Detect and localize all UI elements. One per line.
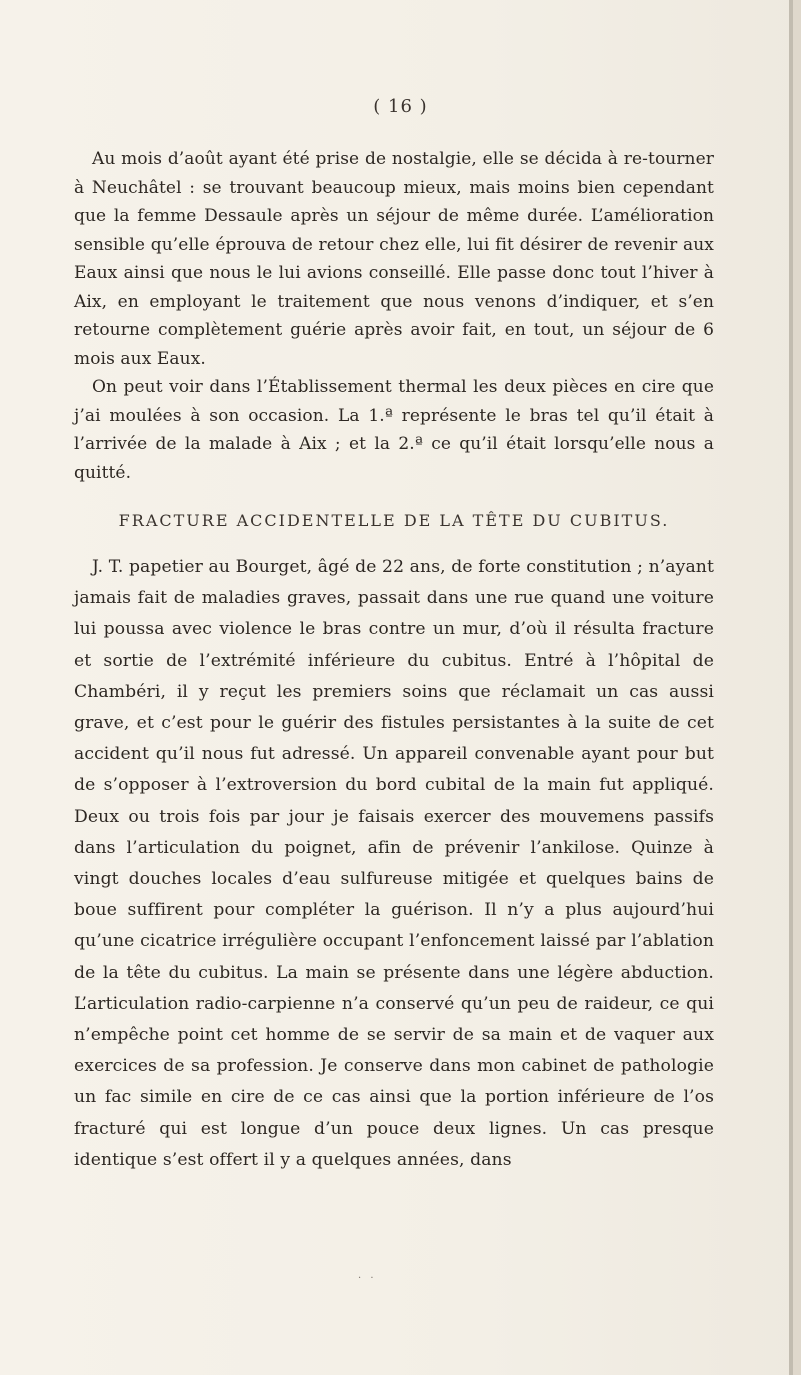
footer-mark: · · [358, 1273, 377, 1284]
section-title: FRACTURE ACCIDENTELLE DE LA TÊTE DU CUBITUS. [118, 511, 670, 530]
page-edge-line [789, 0, 793, 1375]
paragraph: On peut voir dans l’Établissement thermal les deux pièces en cire que j’ai moulées à son occasion. La 1.ª représente le bras tel qu’il était à l’arrivée de la malade à Aix ; et la 2.ª ce qu’il était lorsqu’elle nous a quitté. [74, 377, 714, 483]
case-paragraph: J. T. papetier au Bourget, âgé de 22 ans, de forte constitution ; n’ayant jamais fait de maladies graves, passait dans une rue quand une voiture lui poussa avec violence le bras contre un mur, d’où il résulta fracture et sortie de l’extrémité inférieure du cubitus. Entré à l’hôpital de Chambéri, il y reçut les premiers soins que réclamait un cas aussi grave, et c’est pour le guérir des fistules persistantes à la suite de cet accident qu’il nous fut adressé. Un appareil convenable ayant pour but de s’opposer à l’extroversion du bord cubital de la main fut appliqué. Deux ou trois fois par jour je faisais exercer des mouvemens passifs dans l’articulation du poignet, afin de prévenir l’ankilose. Quinze à vingt douches locales d’eau sulfureuse mitigée et quelques bains de boue suffirent pour compléter la guérison. Il n’y a plus aujourd’hui qu’une cicatrice irrégulière occupant l’enfoncement laissé par l’ablation de la tête du cubitus. La main se présente dans une légère abduction. L’articulation radio-carpienne n’a conservé qu’un peu de raideur, ce qui n’empêche point cet homme de se servir de sa main et de vaquer aux exercices de sa profession. Je conserve dans mon cabinet de pathologie un fac simile en cire de ce cas ainsi que la portion inférieure de l’os fracturé qui est longue d’un pouce deux lignes. Un cas presque identique s’est offert il y a quelques années, dans [74, 557, 714, 1170]
paragraph: Au mois d’août ayant été prise de nostalgie, elle se décida à re-tourner à Neuchâtel : se trouvant beaucoup mieux, mais moins bien cependant que la femme Dessaule après un séjour de même durée. L’amélioration sensible qu’elle éprouva de retour chez elle, lui fit désirer de revenir aux Eaux ainsi que nous le lui avions conseillé. Elle passe donc tout l’hiver à Aix, en employant le traitement que nous venons d’indiquer, et s’en retourne complètement guérie après avoir fait, en tout, un séjour de 6 mois aux Eaux. [74, 149, 714, 369]
page-content [74, 145, 714, 1176]
page-edge-shadow [793, 0, 801, 1375]
page-number: ( 16 ) [373, 96, 428, 117]
